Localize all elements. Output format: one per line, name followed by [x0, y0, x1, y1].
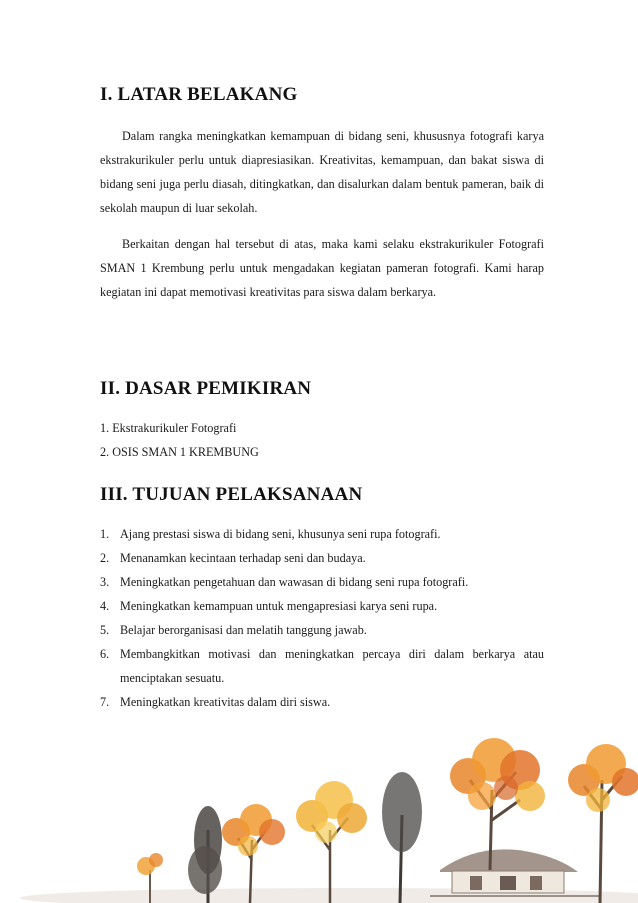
tree-icon: [188, 806, 222, 903]
list-item: [100, 618, 544, 642]
item-text: Ajang prestasi siswa di bidang seni, khusunya seni rupa fotografi.: [120, 527, 441, 541]
item-number: 4.: [100, 599, 110, 613]
list-item: [100, 522, 544, 546]
tree-icon: [568, 744, 638, 903]
section-heading-dasar-pemikiran: II. DASAR PEMIKIRAN: [100, 378, 312, 399]
list-item: [100, 690, 544, 714]
list-item: [100, 642, 544, 690]
item-text: Menanamkan kecintaan terhadap seni dan budaya.: [120, 551, 366, 565]
section-heading-latar-belakang: I. LATAR BELAKANG: [100, 84, 298, 105]
tree-icon: [222, 804, 285, 903]
item-text: Meningkatkan kemampuan untuk mengapresiasi karya seni rupa.: [120, 599, 438, 613]
item-number: 3.: [100, 575, 110, 589]
list-item: 2. OSIS SMAN 1 KREMBUNG: [100, 445, 259, 459]
item-text: Belajar berorganisasi dan melatih tanggung jawab.: [120, 623, 367, 637]
list-item: [100, 546, 544, 570]
list-item: 1. Ekstrakurikuler Fotografi: [100, 421, 237, 435]
item-text: Meningkatkan kreativitas dalam diri siswa.: [120, 695, 331, 709]
tree-icon: [296, 781, 367, 903]
section-heading-tujuan-pelaksanaan: III. TUJUAN PELAKSANAAN: [100, 484, 363, 505]
document-content: [100, 84, 544, 714]
paragraph-2: Berkaitan dengan hal tersebut di atas, maka kami selaku ekstrakurikuler Fotografi SMAN 1 Krembung perlu untuk mengadakan kegiatan pameran fotografi. Kami harap kegiatan ini dapat memotivasi kreativitas para siswa dalam berkarya.: [100, 237, 544, 299]
tree-icon: [382, 772, 422, 903]
autumn-trees-illustration: [0, 720, 638, 903]
tujuan-list: [100, 522, 544, 714]
item-text: Membangkitkan motivasi dan meningkatkan percaya diri dalam berkarya atau menciptakan sesuatu.: [120, 647, 544, 685]
item-number: 1.: [100, 527, 110, 541]
paragraph-1: Dalam rangka meningkatkan kemampuan di bidang seni, khususnya fotografi karya ekstrakurikuler perlu untuk diapresiasikan. Kreativitas, kemampuan, dan bakat siswa di bidang seni juga perlu diasah, ditingkatkan, dan disalurkan dalam bentuk pameran, baik di sekolah maupun di luar sekolah.: [100, 129, 544, 215]
item-number: 6.: [100, 647, 110, 661]
item-number: 7.: [100, 695, 110, 709]
house-icon: [430, 849, 600, 896]
item-number: 2.: [100, 551, 110, 565]
list-item: [100, 570, 544, 594]
item-number: 5.: [100, 623, 110, 637]
list-item: [100, 594, 544, 618]
item-text: Meningkatkan pengetahuan dan wawasan di bidang seni rupa fotografi.: [120, 575, 469, 589]
dasar-list: [100, 416, 544, 464]
